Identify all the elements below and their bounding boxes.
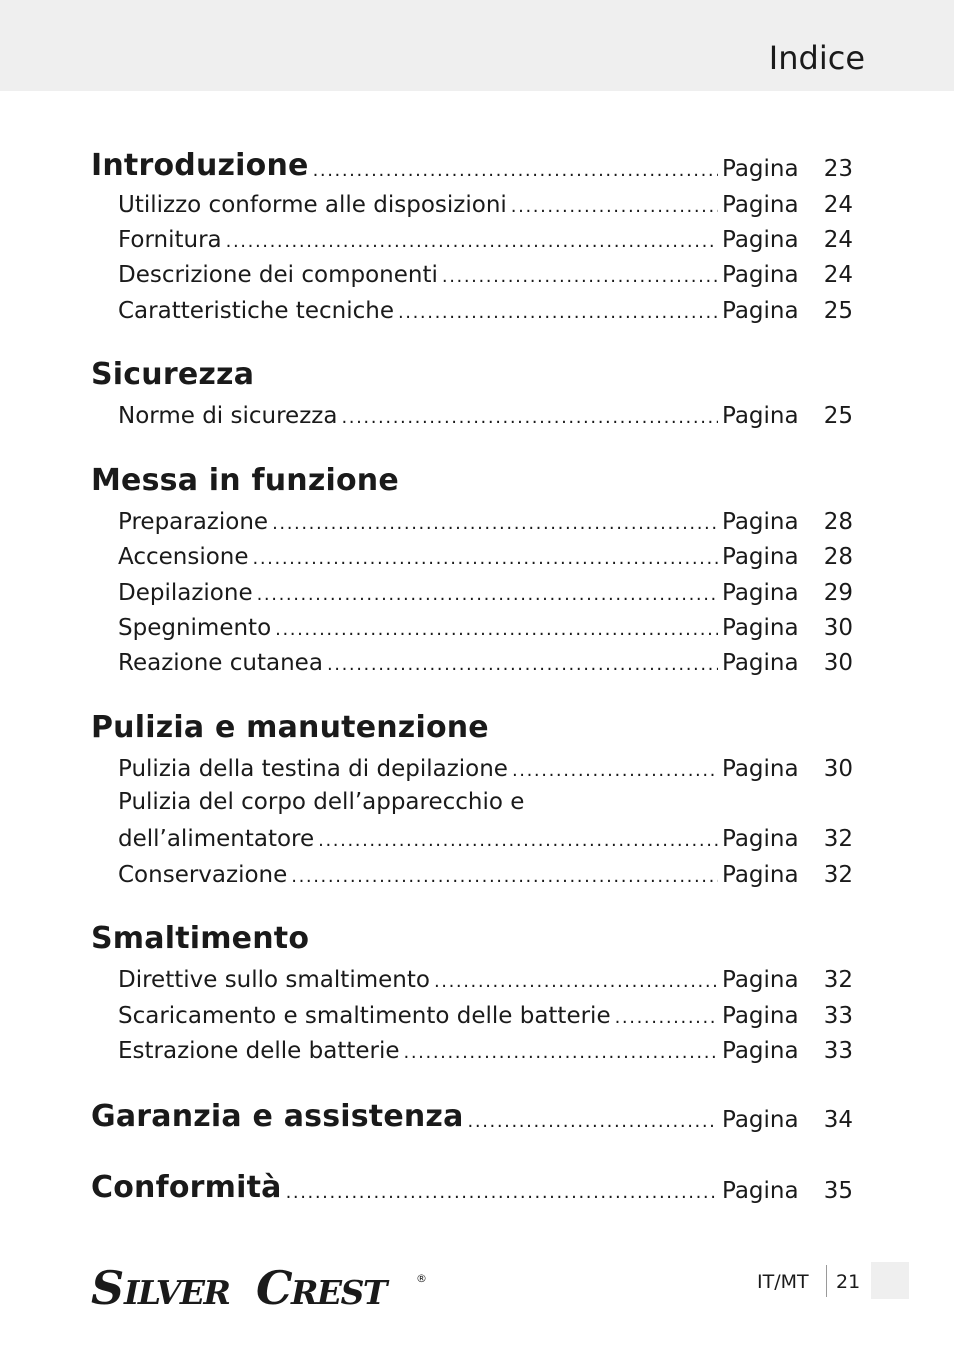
toc-entry-norme[interactable] — [118, 395, 853, 431]
page-number: 28 — [823, 509, 853, 535]
page-number: 24 — [823, 227, 853, 253]
page-number: 28 — [823, 544, 853, 570]
leader-dots — [275, 623, 718, 637]
toc-entry-label: Descrizione dei componenti — [118, 262, 438, 288]
toc-entry-accensione[interactable] — [118, 536, 853, 572]
page-word: Pagina — [722, 1038, 799, 1064]
toc-entry-spegnimento[interactable] — [118, 607, 853, 643]
page-word: Pagina — [722, 192, 799, 218]
page-word: Pagina — [722, 1003, 799, 1029]
page-word: Pagina — [722, 756, 799, 782]
footer-divider — [826, 1265, 827, 1297]
toc-section-pulizia[interactable]: Pulizia e manutenzione — [91, 710, 489, 745]
page-word: Pagina — [722, 826, 799, 852]
toc-section-sicurezza[interactable]: Sicurezza — [91, 357, 255, 392]
toc-entry-depilazione[interactable] — [118, 572, 853, 608]
leader-dots — [327, 658, 718, 672]
silvercrest-logo — [91, 1262, 431, 1308]
leader-dots — [272, 517, 718, 531]
page-word: Pagina — [722, 156, 799, 182]
page-word: Pagina — [722, 580, 799, 606]
toc-entry-introduzione[interactable] — [91, 148, 853, 184]
toc-entry-label: Direttive sullo smaltimento — [118, 967, 430, 993]
page-word: Pagina — [722, 544, 799, 570]
page-number: 30 — [823, 756, 853, 782]
leader-dots — [615, 1011, 718, 1025]
page-number: 33 — [823, 1038, 853, 1064]
leader-dots — [341, 411, 718, 425]
page-word: Pagina — [722, 967, 799, 993]
page-word: Pagina — [722, 1107, 799, 1133]
toc-entry-direttive[interactable] — [118, 959, 853, 995]
toc-section-messa-in-funzione[interactable]: Messa in funzione — [91, 463, 399, 498]
page-number: 24 — [823, 262, 853, 288]
toc-entry-pulizia-corpo-line1[interactable]: Pulizia del corpo dell’apparecchio e — [118, 789, 525, 815]
toc-entry-utilizzo[interactable] — [118, 184, 853, 220]
page-title: Indice — [768, 39, 865, 77]
toc-entry-label: Reazione cutanea — [118, 650, 323, 676]
page-number: 30 — [823, 615, 853, 641]
toc-entry-fornitura[interactable] — [118, 219, 853, 255]
page-number: 25 — [823, 298, 853, 324]
svg-text:C: C — [256, 1262, 292, 1308]
leader-dots — [257, 588, 718, 602]
toc-section-label: Garanzia e assistenza — [91, 1099, 464, 1134]
page-number: 32 — [823, 967, 853, 993]
toc-section-label: Introduzione — [91, 148, 309, 183]
toc-entry-scaricamento[interactable] — [118, 995, 853, 1031]
toc-entry-label: Spegnimento — [118, 615, 272, 641]
svg-text:®: ® — [416, 1272, 427, 1285]
toc-entry-label: Pulizia della testina di depilazione — [118, 756, 508, 782]
toc-entry-conformita[interactable] — [91, 1170, 853, 1206]
page-number: 29 — [823, 580, 853, 606]
toc-entry-label: Caratteristiche tecniche — [118, 298, 394, 324]
page-word: Pagina — [722, 615, 799, 641]
page-word: Pagina — [722, 509, 799, 535]
footer-locale: IT/MT — [757, 1271, 809, 1293]
toc-section-smaltimento[interactable]: Smaltimento — [91, 921, 310, 956]
toc-entry-label: dell’alimentatore — [118, 826, 315, 852]
toc-entry-label: Preparazione — [118, 509, 269, 535]
page-word: Pagina — [722, 1178, 799, 1204]
leader-dots — [468, 1115, 718, 1129]
leader-dots — [404, 1046, 718, 1060]
leader-dots — [291, 870, 718, 884]
toc-section-label: Conformità — [91, 1170, 282, 1205]
page-number: 23 — [823, 156, 853, 182]
toc-entry-label: Accensione — [118, 544, 249, 570]
leader-dots — [313, 164, 718, 178]
page-number: 32 — [823, 826, 853, 852]
svg-text:REST: REST — [291, 1273, 386, 1308]
page-number: 30 — [823, 650, 853, 676]
footer-tab-box — [871, 1262, 909, 1299]
page-number: 33 — [823, 1003, 853, 1029]
page-word: Pagina — [722, 403, 799, 429]
page-word: Pagina — [722, 227, 799, 253]
toc-entry-label: Scaricamento e smaltimento delle batterie — [118, 1003, 611, 1029]
page-word: Pagina — [722, 862, 799, 888]
toc-entry-label: Conservazione — [118, 862, 288, 888]
toc-entry-reazione[interactable] — [118, 642, 853, 678]
toc-entry-conservazione[interactable] — [118, 854, 853, 890]
leader-dots — [442, 270, 718, 284]
toc-entry-garanzia[interactable] — [91, 1099, 853, 1135]
page-word: Pagina — [722, 650, 799, 676]
toc-entry-label: Depilazione — [118, 580, 253, 606]
leader-dots — [398, 306, 718, 320]
toc-entry-label: Norme di sicurezza — [118, 403, 338, 429]
toc-entry-label: Estrazione delle batterie — [118, 1038, 400, 1064]
toc-entry-caratteristiche[interactable] — [118, 290, 853, 326]
leader-dots — [253, 552, 718, 566]
toc-entry-pulizia-corpo[interactable] — [118, 818, 853, 854]
footer-page-number: 21 — [836, 1271, 861, 1293]
toc-entry-pulizia-testina[interactable] — [118, 748, 853, 784]
leader-dots — [286, 1186, 718, 1200]
page-word: Pagina — [722, 262, 799, 288]
toc-entry-preparazione[interactable] — [118, 501, 853, 537]
toc-entry-descrizione[interactable] — [118, 254, 853, 290]
toc-entry-label: Fornitura — [118, 227, 222, 253]
page-number: 35 — [823, 1178, 853, 1204]
page-word: Pagina — [722, 298, 799, 324]
page-number: 24 — [823, 192, 853, 218]
page-number: 25 — [823, 403, 853, 429]
leader-dots — [512, 764, 718, 778]
toc-entry-estrazione[interactable] — [118, 1030, 853, 1066]
leader-dots — [318, 834, 718, 848]
svg-text:S: S — [91, 1262, 124, 1308]
page-number: 32 — [823, 862, 853, 888]
toc-entry-label: Utilizzo conforme alle disposizioni — [118, 192, 507, 218]
leader-dots — [511, 200, 718, 214]
leader-dots — [434, 975, 718, 989]
svg-text:ILVER: ILVER — [124, 1273, 230, 1308]
leader-dots — [226, 235, 718, 249]
page-number: 34 — [823, 1107, 853, 1133]
